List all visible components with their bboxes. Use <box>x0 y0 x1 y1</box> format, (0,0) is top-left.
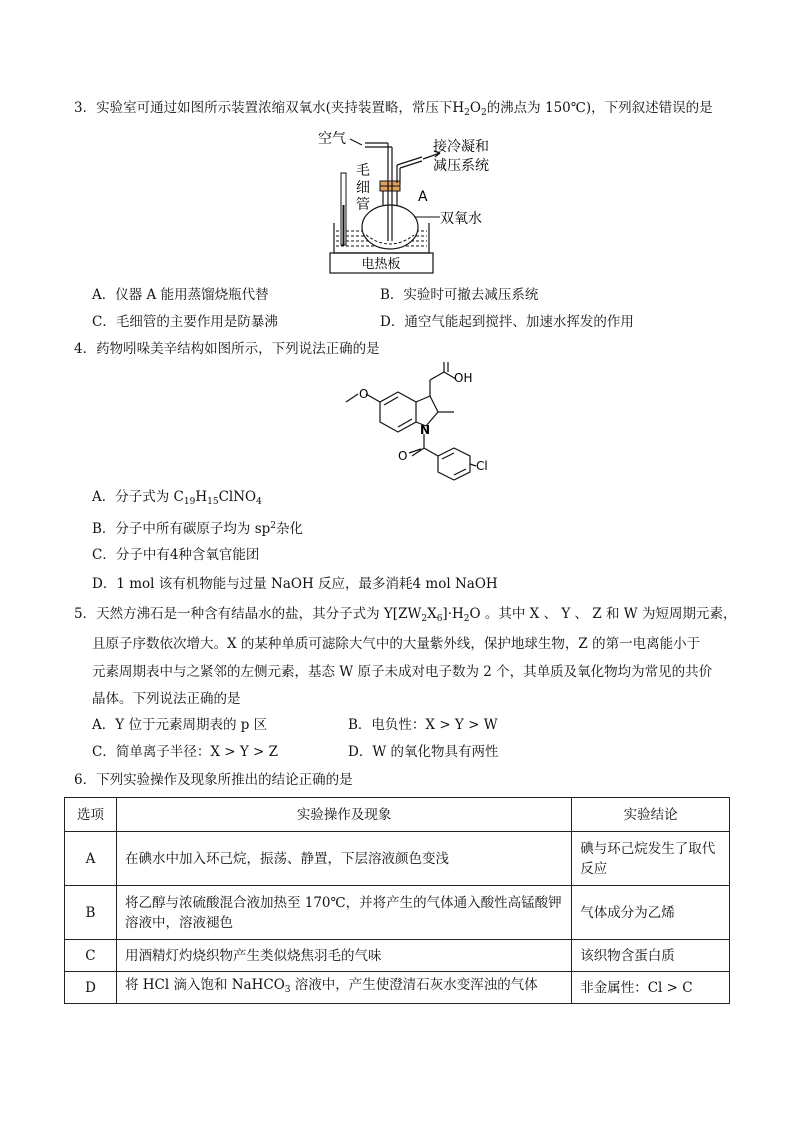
q6-experiment-table <box>64 797 730 1004</box>
chlorine-label: Cl <box>476 459 488 473</box>
hotplate-label: 电热板 <box>361 257 401 272</box>
q4-option-c[interactable]: C．分子中有4种含氧官能团 <box>92 547 260 563</box>
row-conclusion: 非金属性：Cl > C <box>572 972 730 1004</box>
header-conclusion: 实验结论 <box>572 798 730 832</box>
q3-option-d[interactable]: D．通空气能起到搅拌、加速水挥发的作用 <box>380 314 634 330</box>
table-row <box>65 940 730 972</box>
row-conclusion: 气体成分为乙烯 <box>572 886 730 940</box>
q3-stem: 3．实验室可通过如图所示装置浓缩双氧水(夹持装置略，常压下$H_2O_2$的沸点为 150℃)，下列叙述错误的是 <box>74 100 713 118</box>
q4-option-d[interactable]: D．1 mol 该有机物能与过量 NaOH 反应，最多消耗4 mol NaOH <box>92 576 498 592</box>
flask-a-label: A <box>418 189 428 205</box>
row-option: D <box>65 972 117 1004</box>
air-label: 空气 <box>318 131 346 147</box>
row-option: A <box>65 832 117 886</box>
q5-option-c[interactable]: C．简单离子半径：X > Y > Z <box>92 744 279 760</box>
methoxy-o-label: O <box>359 387 369 401</box>
row-operation: 将乙醇与浓硫酸混合液加热至 170℃，并将产生的气体通入酸性高锰酸钾溶液中，溶液褪色 <box>116 886 571 940</box>
header-option: 选项 <box>65 798 117 832</box>
q5-option-b[interactable]: B．电负性：X > Y > W <box>348 717 498 733</box>
nitrogen-label: N <box>420 423 431 437</box>
capillary-label-1: 毛 <box>356 163 370 179</box>
distillation-apparatus-figure <box>310 125 520 280</box>
h2o2-label: 双氧水 <box>440 211 482 227</box>
condense-label-1: 接冷凝和 <box>433 139 489 155</box>
table-header-row <box>65 798 730 832</box>
q5-option-a[interactable]: A．Y 位于元素周期表的 p 区 <box>92 717 268 733</box>
header-operation: 实验操作及现象 <box>116 798 571 832</box>
capillary-label-2: 细 <box>356 180 370 196</box>
row-operation: 将 HCl 滴入饱和 NaHCO$_3$ 溶液中，产生使澄清石灰水变浑浊的气体 <box>116 972 571 1004</box>
q5-stem-line-2: 且原子序数依次增大。X 的某种单质可滤除大气中的大量紫外线，保护地球生物，Z 的第一电离能小于 <box>92 636 701 652</box>
capillary-label-3: 管 <box>356 197 370 213</box>
q3-option-a[interactable]: A．仪器 A 能用蒸馏烧瓶代替 <box>92 287 269 303</box>
q4-stem: 4．药物吲哚美辛结构如图所示，下列说法正确的是 <box>74 341 380 357</box>
q5-option-d[interactable]: D．W 的氧化物具有两性 <box>348 744 499 760</box>
q5-stem-line-3: 元素周期表中与之紧邻的左侧元素，基态 W 原子未成对电子数为 2 个，其单质及氧化物均为常见的共价 <box>92 664 713 680</box>
table-row <box>65 886 730 940</box>
table-row <box>65 972 730 1004</box>
row-option: B <box>65 886 117 940</box>
row-conclusion: 碘与环己烷发生了取代反应 <box>572 832 730 886</box>
q5-stem-line-4: 晶体。下列说法正确的是 <box>92 691 241 707</box>
row-option: C <box>65 940 117 972</box>
row-operation: 用酒精灯灼烧织物产生类似烧焦羽毛的气味 <box>116 940 571 972</box>
q5-stem-line-1: 5．天然方沸石是一种含有结晶水的盐，其分子式为 $Y[ZW_2X_6]\cdot H_2O$ 。其中 X 、 Y 、 Z 和 W 为短周期元素， <box>74 606 737 624</box>
row-operation: 在碘水中加入环己烷，振荡、静置，下层溶液颜色变浅 <box>116 832 571 886</box>
q6-stem: 6．下列实验操作及现象所推出的结论正确的是 <box>74 772 353 788</box>
q4-option-b[interactable]: B．分子中所有碳原子均为 $sp^2$杂化 <box>92 521 304 537</box>
row-conclusion: 该织物含蛋白质 <box>572 940 730 972</box>
q3-option-c[interactable]: C．毛细管的主要作用是防暴沸 <box>92 314 278 330</box>
condense-label-2: 减压系统 <box>433 158 489 174</box>
hydroxyl-label: OH <box>454 371 473 385</box>
q3-option-b[interactable]: B．实验时可撤去减压系统 <box>380 287 539 303</box>
table-row <box>65 832 730 886</box>
q4-option-a[interactable]: A．分子式为 $C_{19}H_{15}ClNO_4$ <box>92 489 262 507</box>
carbonyl-o-label: O <box>398 449 408 463</box>
indomethacin-structure-figure <box>320 362 500 482</box>
